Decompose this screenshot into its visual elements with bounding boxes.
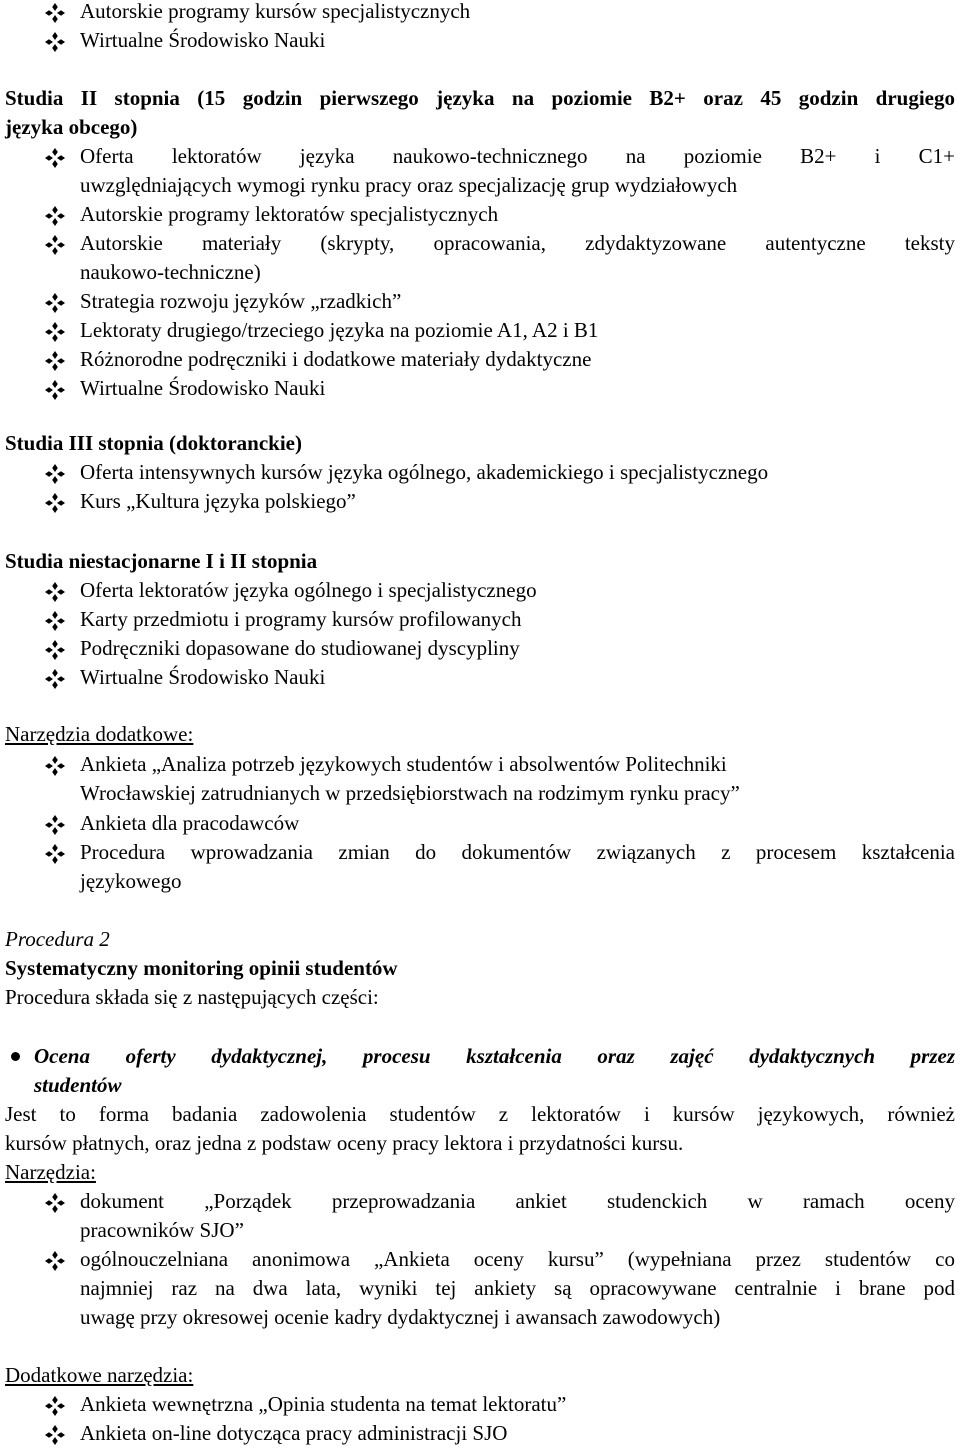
list-item-cont: pracowników SJO”: [80, 1218, 244, 1242]
list-item: Ankieta „Analiza potrzeb językowych studentów i absolwentów Politechniki: [80, 752, 727, 776]
diamond-bullet-icon: [45, 493, 65, 513]
diamond-bullet-icon: [45, 815, 65, 835]
section-heading-cont: języka obcego): [5, 115, 138, 139]
bullet-heading: Ocena oferty dydaktycznej, procesu kształcenia oraz zajęć dydaktycznych przez: [34, 1044, 955, 1068]
diamond-bullet-icon: [45, 3, 65, 23]
diamond-bullet-icon: [45, 1193, 65, 1213]
diamond-bullet-icon: [45, 1425, 65, 1445]
list-item: Oferta intensywnych kursów języka ogólnego, akademickiego i specjalistycznego: [80, 460, 769, 484]
list-item: Podręczniki dopasowane do studiowanej dyscypliny: [80, 636, 520, 660]
diamond-bullet-icon: [45, 640, 65, 660]
section-heading: Studia II stopnia (15 godzin pierwszego języka na poziomie B2+ oraz 45 godzin drugiego: [5, 86, 955, 110]
diamond-bullet-icon: [45, 756, 65, 776]
diamond-bullet-icon: [45, 669, 65, 689]
list-item: Ankieta wewnętrzna „Opinia studenta na temat lektoratu”: [80, 1392, 567, 1416]
diamond-bullet-icon: [45, 611, 65, 631]
list-item: ogólnouczelniana anonimowa „Ankieta oceny kursu” (wypełniana przez studentów co: [80, 1247, 955, 1271]
list-item: Autorskie programy kursów specjalistycznych: [80, 0, 471, 23]
list-item: dokument „Porządek przeprowadzania ankiet studenckich w ramach oceny: [80, 1189, 955, 1213]
extra-tools-heading: Dodatkowe narzędzia:: [5, 1363, 194, 1387]
list-item: Lektoraty drugiego/trzeciego języka na poziomie A1, A2 i B1: [80, 318, 599, 342]
list-item: Oferta lektoratów języka ogólnego i specjalistycznego: [80, 578, 537, 602]
list-item: Autorskie materiały (skrypty, opracowania, zdydaktyzowane autentyczne teksty: [80, 231, 955, 255]
diamond-bullet-icon: [45, 351, 65, 371]
procedure-label: Procedura 2: [5, 927, 110, 951]
diamond-bullet-icon: [45, 380, 65, 400]
diamond-bullet-icon: [45, 148, 65, 168]
list-item-cont: najmniej raz na dwa lata, wyniki tej ankiety są opracowywane centralnie i brane pod: [80, 1276, 955, 1300]
list-item: Wirtualne Środowisko Nauki: [80, 665, 326, 689]
list-item: Autorskie programy lektoratów specjalistycznych: [80, 202, 499, 226]
diamond-bullet-icon: [45, 322, 65, 342]
diamond-bullet-icon: [45, 32, 65, 52]
diamond-bullet-icon: [45, 206, 65, 226]
section-heading: Narzędzia dodatkowe:: [5, 722, 194, 746]
round-bullet-icon: [11, 1052, 20, 1061]
list-item: Ankieta dla pracodawców: [80, 811, 300, 835]
list-item: Procedura wprowadzania zmian do dokumentów związanych z procesem kształcenia: [80, 840, 955, 864]
list-item-cont: językowego: [80, 869, 182, 893]
paragraph-line: kursów płatnych, oraz jedna z podstaw oceny pracy lektora i przydatności kursu.: [5, 1131, 684, 1155]
section-heading: Studia III stopnia (doktoranckie): [5, 431, 302, 455]
list-item: Wirtualne Środowisko Nauki: [80, 376, 326, 400]
diamond-bullet-icon: [45, 844, 65, 864]
list-item: Oferta lektoratów języka naukowo-technicznego na poziomie B2+ i C1+: [80, 144, 955, 168]
diamond-bullet-icon: [45, 1251, 65, 1271]
diamond-bullet-icon: [45, 1396, 65, 1416]
list-item: Różnorodne podręczniki i dodatkowe materiały dydaktyczne: [80, 347, 592, 371]
diamond-bullet-icon: [45, 293, 65, 313]
list-item: Strategia rozwoju języków „rzadkich”: [80, 289, 402, 313]
diamond-bullet-icon: [45, 582, 65, 602]
section-heading: Studia niestacjonarne I i II stopnia: [5, 549, 318, 573]
list-item-cont: naukowo-techniczne): [80, 260, 261, 284]
list-item: Kurs „Kultura języka polskiego”: [80, 489, 356, 513]
list-item-cont: Wrocławskiej zatrudnianych w przedsiębiorstwach na rodzimym rynku pracy”: [80, 781, 740, 805]
diamond-bullet-icon: [45, 235, 65, 255]
tools-heading: Narzędzia:: [5, 1160, 96, 1184]
diamond-bullet-icon: [45, 464, 65, 484]
list-item: Ankieta on-line dotycząca pracy administracji SJO: [80, 1421, 508, 1445]
list-item: Wirtualne Środowisko Nauki: [80, 28, 326, 52]
procedure-intro: Procedura składa się z następujących części:: [5, 985, 379, 1009]
list-item-cont: uwzględniających wymogi rynku pracy oraz specjalizację grup wydziałowych: [80, 173, 738, 197]
bullet-heading-cont: studentów: [34, 1073, 122, 1097]
list-item: Karty przedmiotu i programy kursów profilowanych: [80, 607, 522, 631]
paragraph-line: Jest to forma badania zadowolenia studentów z lektoratów i kursów językowych, również: [5, 1102, 955, 1126]
list-item-cont: uwagę przy okresowej ocenie kadry dydaktycznej i awansach zawodowych): [80, 1305, 721, 1329]
procedure-title: Systematyczny monitoring opinii studentów: [5, 956, 398, 980]
